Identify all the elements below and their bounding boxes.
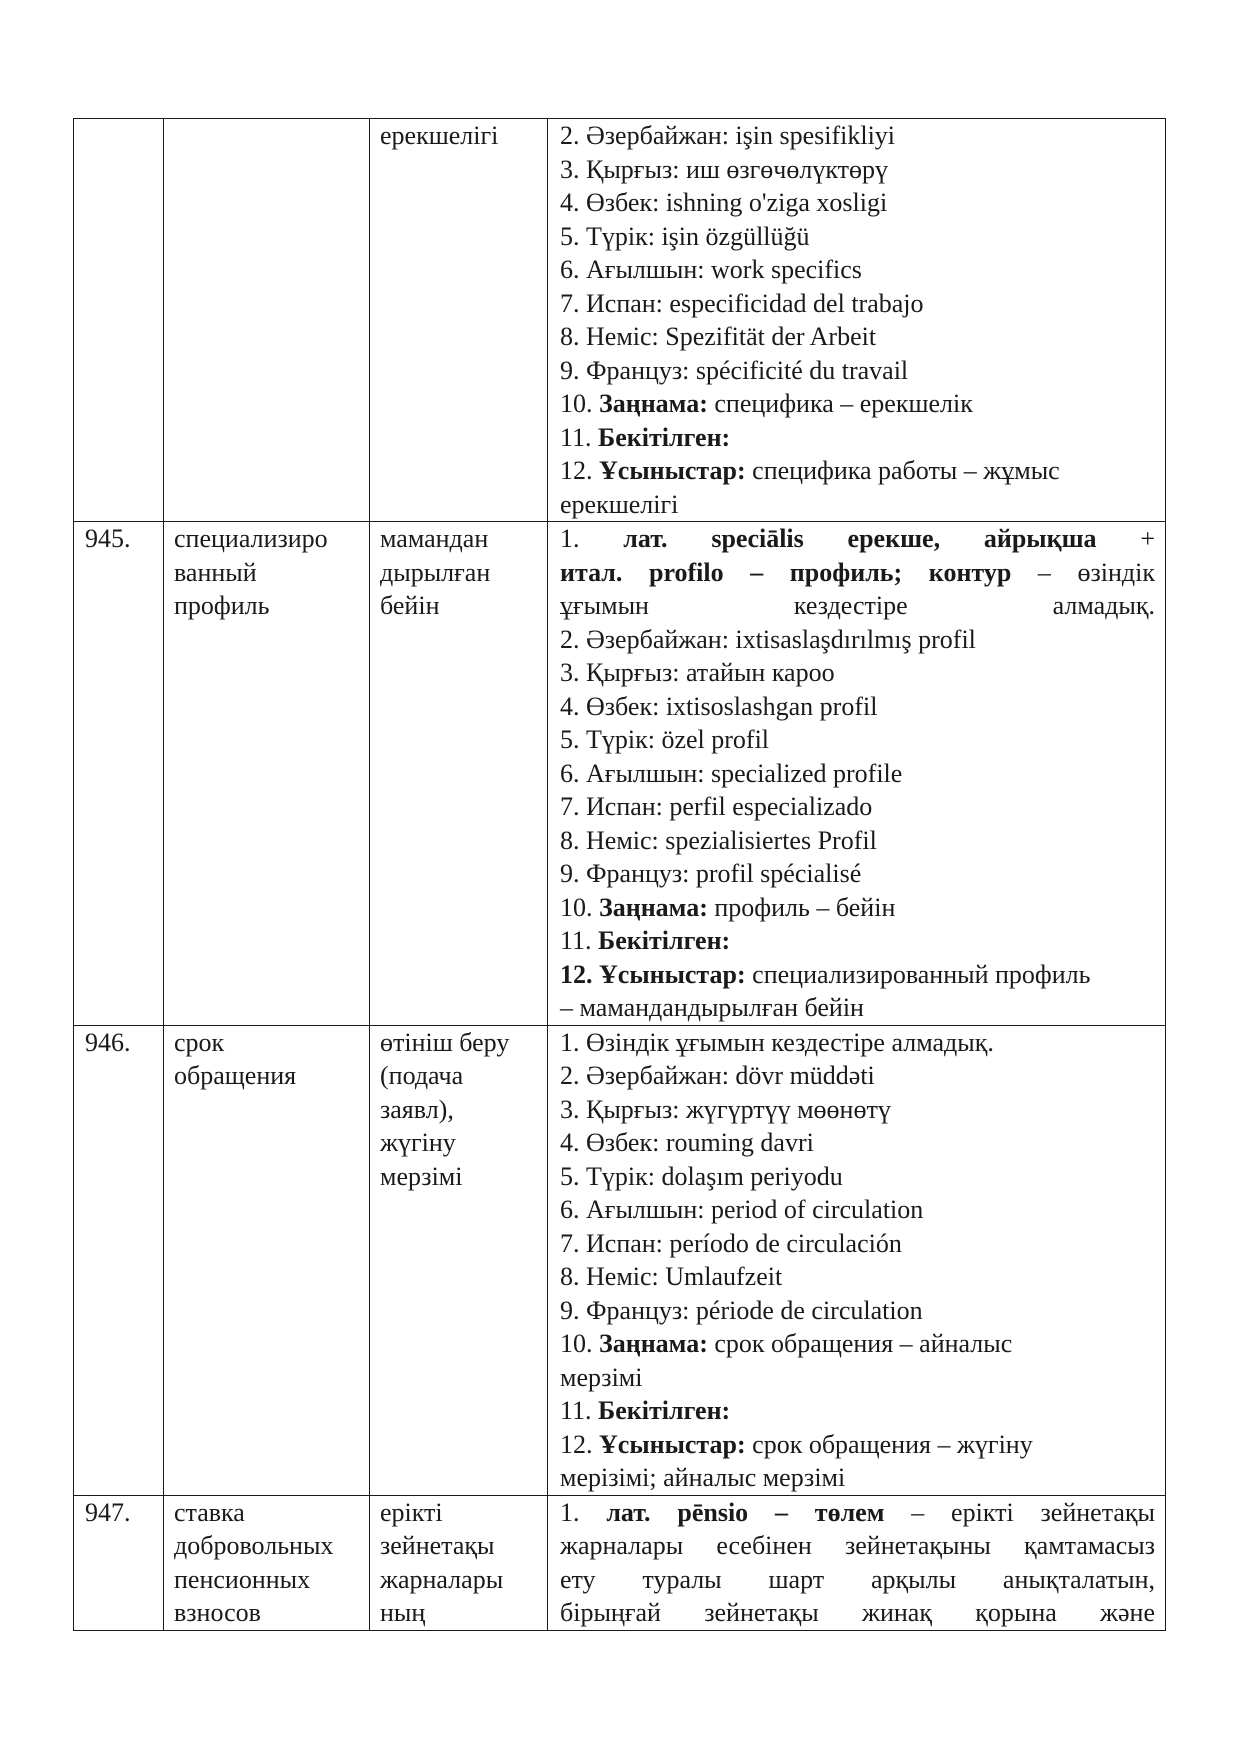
detail-text: 4. Өзбек: ishning o'ziga xosligi: [560, 188, 888, 217]
detail-line: [560, 1026, 1155, 1060]
kazakh-term-line: мерзімі: [380, 1161, 463, 1191]
detail-text: жарналары есебінен зейнетақыны қамтамасыз: [560, 1531, 1155, 1560]
table-row: [74, 1495, 1166, 1630]
detail-bold-text: Заңнама:: [599, 892, 708, 922]
detail-text: 8. Неміс: Spezifität der Arbeit: [560, 322, 877, 351]
detail-line: [560, 1461, 1155, 1495]
detail-text: 1.: [560, 524, 624, 553]
term-details-cell: [548, 1025, 1166, 1495]
detail-line: [560, 924, 1155, 958]
detail-text: 10.: [560, 389, 599, 418]
detail-text: 3. Қырғыз: иш өзгөчөлүктөрү: [560, 154, 889, 184]
detail-text: 3. Қырғыз: атайын кароо: [560, 658, 835, 687]
detail-text: 3. Қырғыз: жүгүртүү мөөнөтү: [560, 1094, 891, 1124]
detail-text: ұғымын кездестіре алмадық.: [560, 591, 1155, 620]
russian-term-cell: [164, 119, 370, 522]
detail-line: [560, 1327, 1155, 1361]
detail-text: +: [1096, 524, 1156, 553]
kazakh-term-line: мамандан: [380, 524, 489, 553]
detail-text: 2. Әзербайжан: ixtisaslaşdırılmış profil: [560, 624, 976, 654]
russian-term-line: взносов: [174, 1598, 261, 1627]
detail-line: [560, 220, 1155, 254]
detail-line: [560, 891, 1155, 925]
detail-text: специфика – ерекшелік: [707, 389, 973, 418]
detail-bold-text: 12. Ұсыныстар:: [560, 959, 746, 989]
kazakh-term-cell: [370, 522, 548, 1026]
detail-line: [560, 790, 1155, 824]
table-row: [74, 119, 1166, 522]
detail-bold-text: Бекітілген:: [598, 422, 731, 452]
detail-text: 6. Ағылшын: period of circulation: [560, 1195, 924, 1224]
russian-term-line: ванный: [174, 557, 257, 587]
detail-text: мерзімі: [560, 1362, 643, 1392]
detail-text: 11.: [560, 1396, 599, 1425]
detail-text: 1.: [560, 1497, 607, 1527]
detail-line: [560, 1260, 1155, 1294]
russian-term-line: ставка: [174, 1497, 245, 1527]
detail-line: [560, 387, 1155, 421]
detail-text: ерекшелігі: [560, 489, 679, 519]
detail-text: – ерікті зейнетақы: [884, 1497, 1156, 1527]
detail-line: [560, 991, 1155, 1025]
russian-term-cell: [164, 1495, 370, 1630]
entry-number-cell: [74, 522, 164, 1026]
detail-text: 12.: [560, 456, 599, 485]
detail-text: 9. Француз: spécificité du travail: [560, 355, 909, 385]
entry-number-cell: [74, 1025, 164, 1495]
detail-line: [560, 857, 1155, 891]
detail-text: бірыңғай зейнетақы жинақ қорына және: [560, 1598, 1155, 1627]
detail-text: 10.: [560, 1329, 599, 1358]
detail-text: 8. Неміс: Umlaufzeit: [560, 1262, 783, 1291]
detail-line: [560, 488, 1155, 522]
detail-text: 6. Ағылшын: specialized profile: [560, 758, 903, 788]
detail-text: мерізімі; айналыс мерзімі: [560, 1463, 846, 1492]
detail-line: [560, 623, 1155, 657]
kazakh-term-line: жүгіну: [380, 1128, 456, 1157]
detail-text: 5. Түрік: özel profil: [560, 725, 770, 754]
detail-text: 11.: [560, 926, 599, 955]
detail-line: [560, 1093, 1155, 1127]
entry-number: 945.: [85, 524, 131, 553]
detail-line: [560, 153, 1155, 187]
detail-line: [560, 1294, 1155, 1328]
russian-term-line: специализиро: [174, 524, 328, 553]
detail-bold-text: итал. profilo – профиль; контур: [560, 557, 1012, 587]
detail-text: 7. Испан: especificidad del trabajo: [560, 288, 924, 318]
russian-term-line: срок: [174, 1027, 225, 1057]
detail-text: 4. Өзбек: rouming davri: [560, 1128, 814, 1157]
detail-text: – өзіндік: [1011, 557, 1155, 587]
detail-bold-text: Бекітілген:: [598, 1396, 731, 1425]
detail-text: 4. Өзбек: ixtisoslashgan profil: [560, 691, 878, 721]
detail-text: 8. Неміс: spezialisiertes Profil: [560, 825, 877, 855]
detail-line: [560, 287, 1155, 321]
detail-line: [560, 556, 1155, 590]
detail-line: [560, 119, 1155, 153]
detail-bold-text: лат. speciālis ерекше, айрықша: [623, 524, 1097, 553]
detail-text: 1. Өзіндік ұғымын кездестіре алмадық.: [560, 1027, 994, 1057]
detail-bold-text: Бекітілген:: [598, 926, 731, 955]
detail-line: [560, 454, 1155, 488]
term-details-cell: [548, 522, 1166, 1026]
detail-text: 9. Француз: profil spécialisé: [560, 859, 862, 888]
detail-line: [560, 1529, 1155, 1563]
detail-line: [560, 253, 1155, 287]
kazakh-term-line: заявл),: [380, 1094, 454, 1124]
detail-line: [560, 1496, 1155, 1530]
detail-line: [560, 1193, 1155, 1227]
detail-line: [560, 1596, 1155, 1630]
detail-line: [560, 1160, 1155, 1194]
detail-line: [560, 421, 1155, 455]
detail-line: [560, 1361, 1155, 1395]
kazakh-term-line: дырылған: [380, 557, 491, 587]
detail-text: 7. Испан: perfil especializado: [560, 792, 873, 821]
detail-text: 9. Француз: période de circulation: [560, 1295, 923, 1325]
detail-line: [560, 354, 1155, 388]
kazakh-term-line: ерекшелігі: [380, 121, 499, 150]
detail-line: [560, 1563, 1155, 1597]
detail-line: [560, 757, 1155, 791]
term-details-cell: [548, 1495, 1166, 1630]
detail-text: – мамандандырылған бейін: [560, 993, 864, 1022]
detail-line: [560, 690, 1155, 724]
kazakh-term-line: ның: [380, 1598, 426, 1627]
detail-line: [560, 320, 1155, 354]
entry-number-cell: [74, 119, 164, 522]
detail-bold-text: Заңнама:: [599, 1329, 708, 1358]
kazakh-term-line: бейін: [380, 591, 440, 620]
detail-text: специализированный профиль: [745, 959, 1091, 989]
kazakh-term-cell: [370, 1495, 548, 1630]
kazakh-term-cell: [370, 119, 548, 522]
detail-bold-text: Заңнама:: [599, 389, 708, 418]
detail-text: 7. Испан: período de circulación: [560, 1228, 902, 1258]
detail-bold-text: лат. pēnsio – төлем: [606, 1497, 885, 1527]
table-body: [74, 119, 1166, 1631]
detail-text: 12.: [560, 1429, 599, 1459]
entry-number: 947.: [85, 1497, 131, 1527]
table-row: [74, 1025, 1166, 1495]
detail-line: [560, 1227, 1155, 1261]
detail-line: [560, 723, 1155, 757]
detail-text: 11.: [560, 422, 599, 452]
detail-text: 6. Ағылшын: work specifics: [560, 255, 862, 284]
detail-text: срок обращения – жүгіну: [745, 1429, 1033, 1459]
detail-text: 5. Түрік: işin özgüllüğü: [560, 221, 810, 251]
detail-line: [560, 656, 1155, 690]
russian-term-line: добровольных: [174, 1531, 334, 1560]
table-row: [74, 522, 1166, 1026]
detail-line: [560, 589, 1155, 623]
detail-bold-text: Ұсыныстар:: [599, 456, 746, 485]
detail-text: 2. Әзербайжан: işin spesifikliyi: [560, 121, 896, 150]
kazakh-term-cell: [370, 1025, 548, 1495]
detail-bold-text: Ұсыныстар:: [599, 1429, 746, 1459]
detail-text: 5. Түрік: dolaşım periyodu: [560, 1161, 843, 1191]
detail-text: срок обращения – айналыс: [707, 1329, 1013, 1358]
detail-text: 10.: [560, 892, 599, 922]
kazakh-term-line: жарналары: [380, 1564, 504, 1594]
detail-text: специфика работы – жұмыс: [745, 456, 1060, 485]
detail-text: 2. Әзербайжан: dövr müddəti: [560, 1061, 875, 1090]
detail-line: [560, 824, 1155, 858]
entry-number-cell: [74, 1495, 164, 1630]
kazakh-term-line: ерікті: [380, 1497, 443, 1527]
detail-text: ету туралы шарт арқылы анықталатын,: [560, 1564, 1155, 1594]
detail-line: [560, 1428, 1155, 1462]
detail-line: [560, 1126, 1155, 1160]
russian-term-cell: [164, 522, 370, 1026]
russian-term-cell: [164, 1025, 370, 1495]
russian-term-line: обращения: [174, 1061, 297, 1090]
detail-line: [560, 522, 1155, 556]
term-details-cell: [548, 119, 1166, 522]
detail-line: [560, 958, 1155, 992]
terminology-table: [73, 118, 1166, 1631]
detail-text: профиль – бейін: [707, 892, 896, 922]
kazakh-term-line: зейнетақы: [380, 1531, 495, 1560]
detail-line: [560, 1394, 1155, 1428]
entry-number: 946.: [85, 1027, 131, 1057]
kazakh-term-line: (подача: [380, 1061, 464, 1090]
detail-line: [560, 1059, 1155, 1093]
kazakh-term-line: өтініш беру: [380, 1027, 510, 1057]
russian-term-line: пенсионных: [174, 1564, 311, 1594]
detail-line: [560, 186, 1155, 220]
russian-term-line: профиль: [174, 591, 270, 620]
